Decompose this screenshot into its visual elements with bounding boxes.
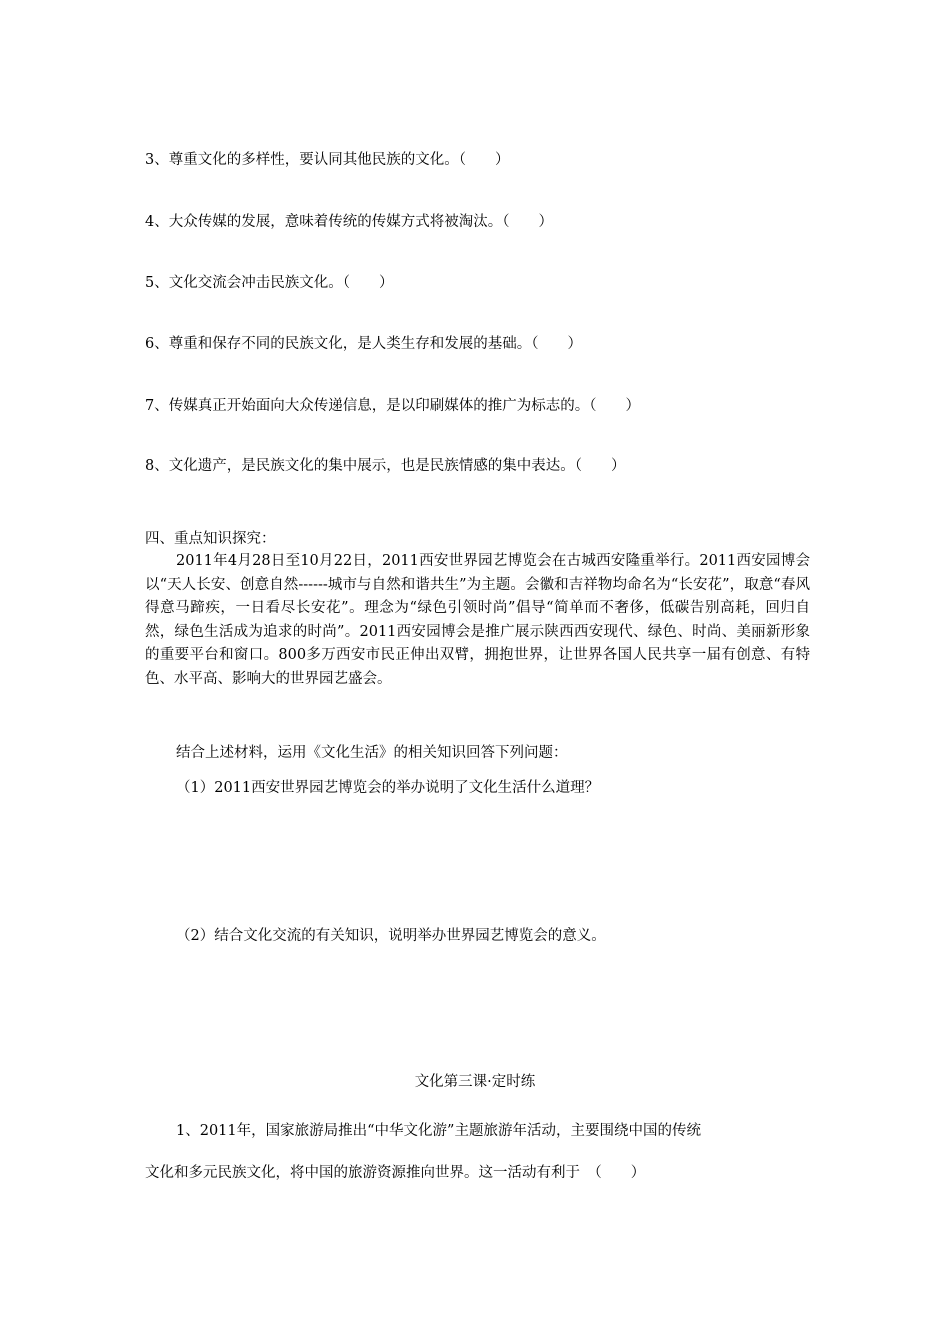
true-false-item-4: 4、大众传媒的发展，意味着传统的传媒方式将被淘汰。（ ） xyxy=(145,214,553,230)
true-false-item-6: 6、尊重和保存不同的民族文化，是人类生存和发展的基础。（ ） xyxy=(145,336,582,352)
true-false-item-8: 8、文化遗产，是民族文化的集中展示，也是民族情感的集中表达。（ ） xyxy=(145,458,626,474)
question-2: （2）结合文化交流的有关知识，说明举办世界园艺博览会的意义。 xyxy=(176,928,606,944)
true-false-item-7: 7、传媒真正开始面向大众传递信息，是以印刷媒体的推广为标志的。（ ） xyxy=(145,398,640,414)
material-paragraph: 2011年4月28日至10月22日，2011西安世界园艺博览会在古城西安隆重举行。2011西安园博会以“天人长安、创意自然------城市与自然和谐共生”为主题。会徽和吉祥物均命名为“长安花”，取意“春风得意马蹄疾，一日看尽长安花”。理念为“绿色引领时尚”倡导“简单而不奢侈，低碳告别高耗，回归自然，绿色生活成为追求的时尚”。2011西安园博会是推广展示陕西西安现代、绿色、时尚、美丽新形象的重要平台和窗口。800多万西安市民正伸出双臂，拥抱世界，让世界各国人民共享一届有创意、有特色、水平高、影响大的世界园艺盛会。 xyxy=(145,553,810,687)
mc-question-1-line-1: 1、2011年，国家旅游局推出“中华文化游”主题旅游年活动，主要围绕中国的传统 xyxy=(176,1123,701,1139)
question-1: （1）2011西安世界园艺博览会的举办说明了文化生活什么道理？ xyxy=(176,780,600,796)
question-instruction: 结合上述材料，运用《文化生活》的相关知识回答下列问题： xyxy=(176,745,568,761)
section-heading: 四、重点知识探究： xyxy=(145,531,276,547)
true-false-item-3: 3、尊重文化的多样性，要认同其他民族的文化。（ ） xyxy=(145,152,510,168)
mc-question-1-line-2: 文化和多元民族文化，将中国的旅游资源推向世界。这一活动有利于 （ ） xyxy=(145,1165,646,1181)
practice-title: 文化第三课·定时练 xyxy=(414,1074,536,1090)
true-false-item-5: 5、文化交流会冲击民族文化。（ ） xyxy=(145,275,394,291)
